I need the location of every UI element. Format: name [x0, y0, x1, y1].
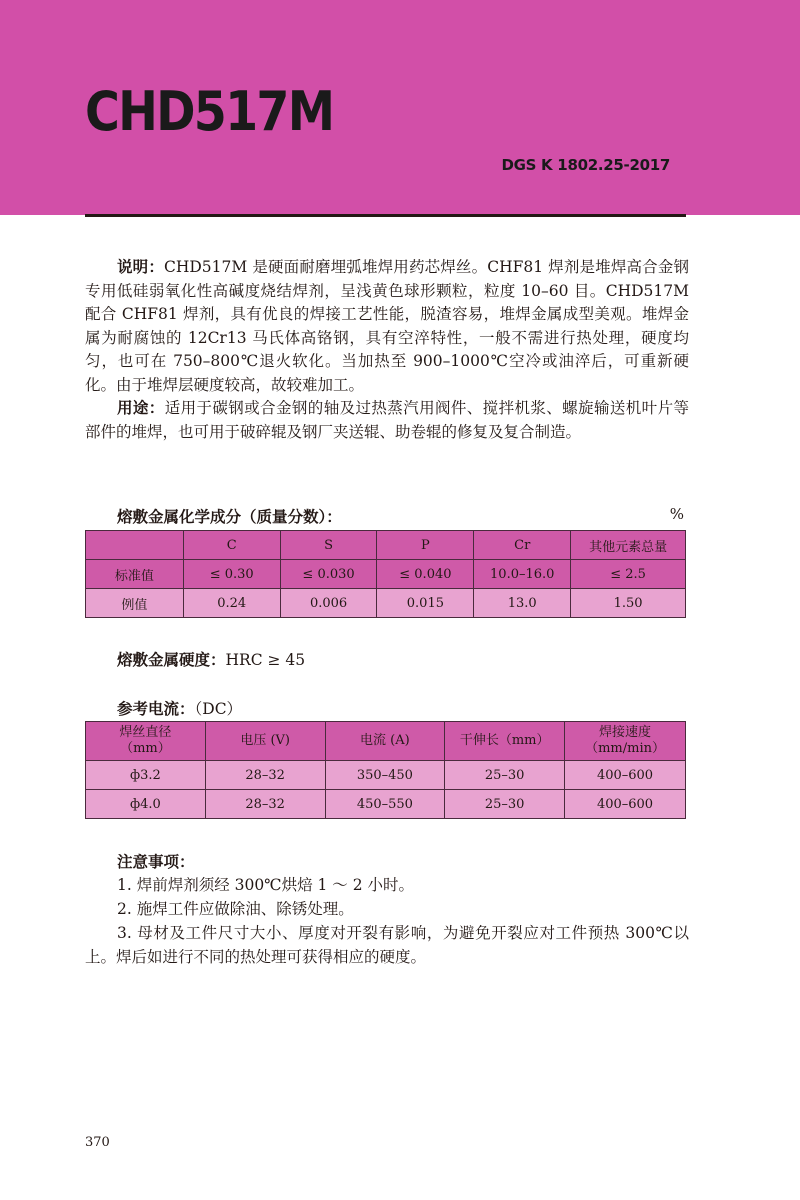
- composition-header-cell: P: [377, 531, 474, 560]
- composition-cell: 例值: [86, 589, 184, 618]
- usage-paragraph: [85, 397, 689, 444]
- description-lead: 说明：: [117, 258, 164, 276]
- description-paragraph: [85, 256, 689, 397]
- composition-cell: 标准值: [86, 560, 184, 589]
- composition-header-cell: [86, 531, 184, 560]
- composition-row: [86, 589, 686, 618]
- description-text: CHD517M 是硬面耐磨埋弧堆焊用药芯焊丝。CHF81 焊剂是堆焊高合金钢专用低硅弱氧化性高碱度烧结焊剂，呈浅黄色球形颗粒，粒度 10–60 目。CHD517M 配合 CHF81 焊剂，具有优良的焊接工艺性能，脱渣容易，堆焊金属成型美观。堆焊金属为耐腐蚀的 12Cr13 马氏体高铬钢，具有空淬特性，一般不需进行热处理，硬度均匀，也可在 750–800℃退火软化。当加热至 900–1000℃空冷或油淬后，可重新硬化。由于堆焊层硬度较高，故较难加工。: [85, 258, 689, 394]
- current-heading-suffix: （DC）: [194, 700, 243, 718]
- current-heading: [117, 697, 242, 719]
- composition-cell: ≤ 0.30: [183, 560, 280, 589]
- header-rule: [85, 214, 686, 217]
- current-cell: 400–600: [565, 761, 686, 790]
- current-cell: 28–32: [205, 761, 325, 790]
- composition-header-row: [86, 531, 686, 560]
- current-row: [86, 790, 686, 819]
- current-header-cell: 焊接速度 （mm/min）: [565, 722, 686, 761]
- composition-header-cell: S: [280, 531, 377, 560]
- current-cell: 350–450: [325, 761, 445, 790]
- composition-heading-text: 熔敷金属化学成分（质量分数）：: [117, 508, 342, 526]
- current-cell: 25–30: [445, 790, 565, 819]
- hardness-line: [117, 648, 305, 670]
- page-number: 370: [85, 1135, 110, 1150]
- notes-heading-text: 注意事项：: [117, 853, 195, 871]
- current-header-cell: 电压 (V): [205, 722, 325, 761]
- composition-heading: [117, 505, 342, 527]
- composition-header-cell: C: [183, 531, 280, 560]
- composition-cell: 13.0: [474, 589, 571, 618]
- usage-text: 适用于碳钢或合金钢的轴及过热蒸汽用阀件、搅拌机浆、螺旋输送机叶片等部件的堆焊，也可用于破碎辊及钢厂夹送辊、助卷辊的修复及复合制造。: [85, 399, 689, 441]
- current-header-row: [86, 722, 686, 761]
- composition-header-cell: 其他元素总量: [571, 531, 686, 560]
- usage-lead: 用途：: [117, 399, 165, 417]
- hardness-lead: 熔敷金属硬度：: [117, 651, 226, 669]
- notes-heading: [117, 850, 195, 872]
- hardness-value: HRC ≥ 45: [225, 651, 306, 669]
- composition-table: [85, 530, 686, 618]
- composition-cell: ≤ 0.040: [377, 560, 474, 589]
- current-cell: 400–600: [565, 790, 686, 819]
- composition-row: [86, 560, 686, 589]
- current-cell: 28–32: [205, 790, 325, 819]
- composition-cell: 0.006: [280, 589, 377, 618]
- product-title: CHD517M: [85, 80, 334, 143]
- composition-cell: 10.0–16.0: [474, 560, 571, 589]
- note-item: 1. 焊前焊剂须经 300℃烘焙 1 ～ 2 小时。: [117, 876, 414, 894]
- current-cell: 25–30: [445, 761, 565, 790]
- composition-cell: 0.24: [183, 589, 280, 618]
- composition-cell: 0.015: [377, 589, 474, 618]
- current-cell: ф3.2: [86, 761, 206, 790]
- current-row: [86, 761, 686, 790]
- current-header-cell: 焊丝直径 （mm）: [86, 722, 206, 761]
- composition-cell: ≤ 0.030: [280, 560, 377, 589]
- current-cell: ф4.0: [86, 790, 206, 819]
- standard-code: DGS K 1802.25-2017: [501, 156, 670, 174]
- composition-unit: %: [669, 505, 684, 523]
- composition-header-cell: Cr: [474, 531, 571, 560]
- current-header-cell: 电流 (A): [325, 722, 445, 761]
- composition-cell: 1.50: [571, 589, 686, 618]
- current-header-cell: 干伸长（mm）: [445, 722, 565, 761]
- note-item: 2. 施焊工件应做除油、除锈处理。: [117, 900, 354, 918]
- note-item: 3. 母材及工件尺寸大小、厚度对开裂有影响，为避免开裂应对工件预热 300℃以上。焊后如进行不同的热处理可获得相应的硬度。: [85, 924, 689, 966]
- composition-cell: ≤ 2.5: [571, 560, 686, 589]
- current-table: [85, 721, 686, 819]
- current-cell: 450–550: [325, 790, 445, 819]
- current-heading-text: 参考电流：: [117, 700, 195, 718]
